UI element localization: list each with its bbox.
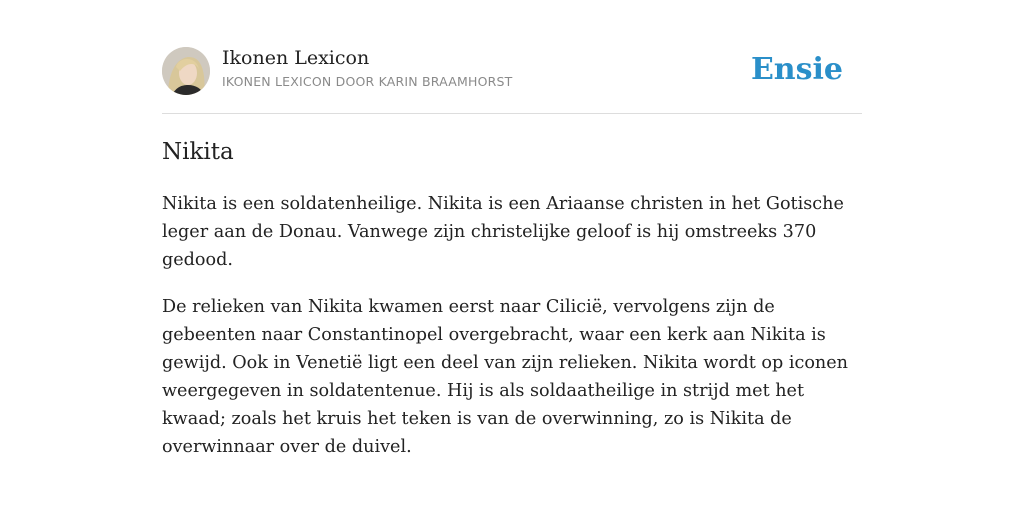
entry-paragraph: Nikita is een soldatenheilige. Nikita is een Ariaanse christen in het Gotische leger aan de Donau. Vanwege zijn christelijke geloof is hij omstreeks 370 gedood.: [162, 194, 844, 270]
header-divider: [162, 113, 862, 114]
entry-paragraph: De relieken van Nikita kwamen eerst naar Cilicië, vervolgens zijn de gebeenten naar Constantinopel overgebracht, waar een kerk aan Nikita is gewijd. Ook in Venetië ligt een deel van zijn relieken. Nikita wordt op iconen weergegeven in soldatentenue. Hij is als soldaatheilige in strijd met het kwaad; zoals het kruis het teken is van de overwinning, zo is Nikita de overwinnaar over de duivel.: [162, 297, 849, 457]
ensie-logo[interactable]: Ensie: [750, 52, 843, 87]
entry-title: Nikita: [162, 139, 234, 165]
source-header: [162, 46, 862, 96]
author-portrait-icon: [162, 47, 210, 95]
source-subtitle: IKONEN LEXICON DOOR KARIN BRAAMHORST: [222, 74, 513, 89]
author-avatar[interactable]: [162, 47, 210, 95]
source-title[interactable]: Ikonen Lexicon: [222, 47, 370, 69]
entry-body: [162, 190, 862, 480]
